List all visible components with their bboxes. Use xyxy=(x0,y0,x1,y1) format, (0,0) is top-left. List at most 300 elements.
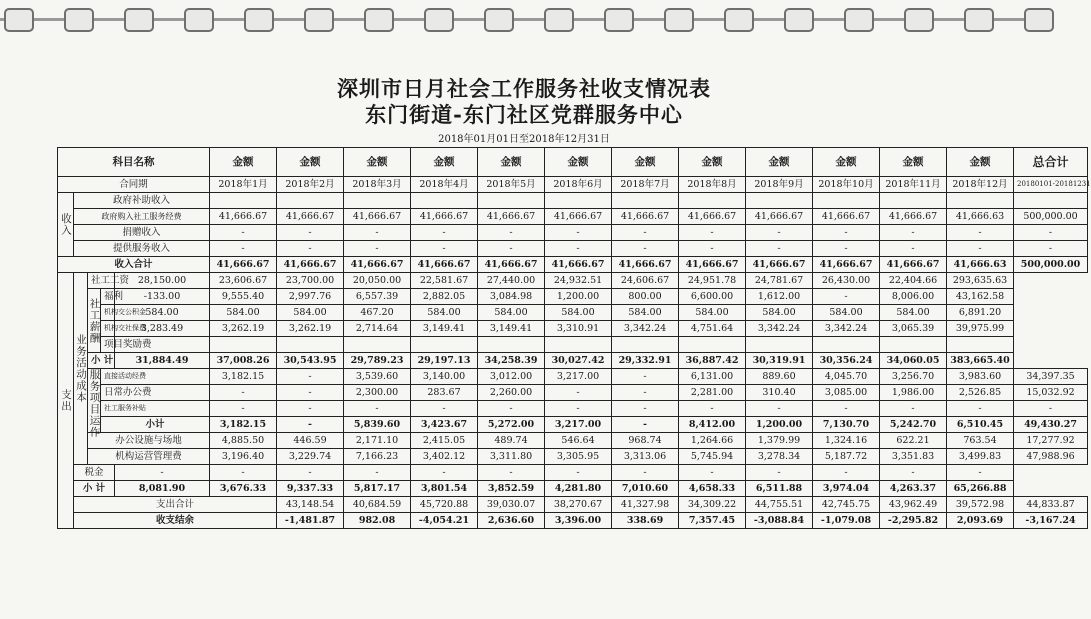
table-row xyxy=(58,273,1088,289)
binding-ring xyxy=(64,8,94,32)
amount-cell: -1,079.08 xyxy=(813,513,880,529)
amount-cell: 3,182.15 xyxy=(210,369,277,385)
amount-cell: - xyxy=(679,225,746,241)
amount-cell: 3,313.06 xyxy=(612,449,679,465)
expense-total-label: 支出合计 xyxy=(74,497,277,513)
amount-cell: 4,658.33 xyxy=(679,481,746,497)
amount-cell: 2,714.64 xyxy=(344,321,411,337)
amount-cell: - xyxy=(277,385,344,401)
total-cell: - xyxy=(1014,241,1088,257)
amount-cell: 338.69 xyxy=(612,513,679,529)
amount-cell: - xyxy=(612,385,679,401)
table-row xyxy=(58,449,1088,465)
amount-cell: 310.40 xyxy=(746,385,813,401)
amount-cell: 30,543.95 xyxy=(277,353,344,369)
amount-cell: - xyxy=(679,465,746,481)
amount-cell: - xyxy=(411,241,478,257)
document-subtitle: 东门街道-东门社区党群服务中心 xyxy=(365,102,683,127)
total-cell: 293,635.63 xyxy=(947,273,1014,289)
amount-cell: 22,581.67 xyxy=(411,273,478,289)
table-row xyxy=(58,193,1088,209)
amount-cell: 584.00 xyxy=(612,305,679,321)
total-cell: 500,000.00 xyxy=(1014,257,1088,273)
total-cell: - xyxy=(1014,225,1088,241)
amount-cell: 41,666.67 xyxy=(411,257,478,273)
amount-cell: 41,666.67 xyxy=(880,257,947,273)
amount-cell: - xyxy=(277,401,344,417)
amount-cell xyxy=(746,193,813,209)
amount-cell xyxy=(210,337,277,353)
month-cell: 2018年3月 xyxy=(344,177,411,193)
binding-ring xyxy=(784,8,814,32)
row-label: 日常办公费 xyxy=(101,385,210,401)
amount-cell: 24,781.67 xyxy=(746,273,813,289)
amount-cell: - xyxy=(679,401,746,417)
amount-cell: 40,684.59 xyxy=(344,497,411,513)
amount-cell: 39,572.98 xyxy=(947,497,1014,513)
amount-cell: 41,666.67 xyxy=(746,257,813,273)
amount-cell: - xyxy=(545,385,612,401)
amount-cell: 44,755.51 xyxy=(746,497,813,513)
month-cell: 2018年7月 xyxy=(612,177,679,193)
amount-cell: -133.00 xyxy=(115,289,210,305)
amount-cell: 8,412.00 xyxy=(679,417,746,433)
amount-cell: 23,700.00 xyxy=(277,273,344,289)
row-label: 直接活动经费 xyxy=(101,369,210,385)
amount-cell: 6,511.88 xyxy=(746,481,813,497)
amount-cell: - xyxy=(411,401,478,417)
amount-cell: 8,006.00 xyxy=(880,289,947,305)
amount-cell: 4,263.37 xyxy=(880,481,947,497)
amount-cell: 8,081.90 xyxy=(115,481,210,497)
amount-cell: 3,217.00 xyxy=(545,369,612,385)
binding-ring xyxy=(1024,8,1054,32)
amount-cell: 3,149.41 xyxy=(478,321,545,337)
amount-cell: 43,148.54 xyxy=(277,497,344,513)
amount-cell: 7,166.23 xyxy=(344,449,411,465)
amount-cell: 38,270.67 xyxy=(545,497,612,513)
amount-cell: 41,666.67 xyxy=(344,209,411,225)
amount-cell: 3,310.91 xyxy=(545,321,612,337)
amount-cell: 3,012.00 xyxy=(478,369,545,385)
amount-cell: 41,666.67 xyxy=(813,257,880,273)
amount-cell: 3,283.49 xyxy=(115,321,210,337)
amount-cell: 2,300.00 xyxy=(344,385,411,401)
amount-header: 金额 xyxy=(813,148,880,177)
amount-cell: 3,149.41 xyxy=(411,321,478,337)
amount-cell: - xyxy=(880,465,947,481)
amount-cell: - xyxy=(813,289,880,305)
amount-cell: 24,932.51 xyxy=(545,273,612,289)
amount-cell: - xyxy=(947,241,1014,257)
total-cell: 65,266.88 xyxy=(947,481,1014,497)
amount-cell: 41,666.67 xyxy=(344,257,411,273)
amount-cell: - xyxy=(880,401,947,417)
subtotal-label: 小 计 xyxy=(88,353,115,369)
table-row xyxy=(58,209,1088,225)
amount-cell: 3,351.83 xyxy=(880,449,947,465)
finance-table xyxy=(57,147,1091,529)
table-row xyxy=(58,321,1088,337)
service-group-label: 服务项目运作 xyxy=(88,369,101,438)
amount-cell xyxy=(679,337,746,353)
balance-label: 收支结余 xyxy=(74,513,277,529)
amount-cell: 3,402.12 xyxy=(411,449,478,465)
amount-cell: - xyxy=(344,401,411,417)
month-cell: 2018年1月 xyxy=(210,177,277,193)
amount-cell: - xyxy=(277,369,344,385)
amount-cell: 41,666.63 xyxy=(947,257,1014,273)
binding-ring xyxy=(844,8,874,32)
binding-ring xyxy=(544,8,574,32)
table-row xyxy=(58,497,1088,513)
month-cell: 2018年6月 xyxy=(545,177,612,193)
amount-cell: - xyxy=(411,225,478,241)
amount-cell xyxy=(880,337,947,353)
amount-cell: 3,396.00 xyxy=(545,513,612,529)
row-label: 捐赠收入 xyxy=(74,225,210,241)
amount-cell: 5,817.17 xyxy=(344,481,411,497)
amount-cell: 584.00 xyxy=(880,305,947,321)
month-cell: 2018年5月 xyxy=(478,177,545,193)
row-label: 社工工资 xyxy=(88,273,115,289)
amount-cell: 5,242.70 xyxy=(880,417,947,433)
amount-cell: 5,745.94 xyxy=(679,449,746,465)
amount-cell: 3,676.33 xyxy=(210,481,277,497)
row-label: 政府购入社工服务经费 xyxy=(74,209,210,225)
amount-cell: 3,262.19 xyxy=(277,321,344,337)
total-cell: 34,397.35 xyxy=(1014,369,1088,385)
binding-ring xyxy=(604,8,634,32)
amount-cell: 584.00 xyxy=(813,305,880,321)
amount-cell: - xyxy=(344,465,411,481)
amount-cell: 41,666.67 xyxy=(277,257,344,273)
row-label: 政府补助收入 xyxy=(74,193,210,209)
amount-cell: 982.08 xyxy=(344,513,411,529)
amount-cell: 3,423.67 xyxy=(411,417,478,433)
amount-cell: 36,887.42 xyxy=(679,353,746,369)
row-label: 机构运营管理费 xyxy=(88,449,210,465)
amount-cell: 3,852.59 xyxy=(478,481,545,497)
amount-cell: 41,666.67 xyxy=(813,209,880,225)
amount-cell: 2,415.05 xyxy=(411,433,478,449)
document-header xyxy=(0,76,1048,148)
amount-cell: 3,084.98 xyxy=(478,289,545,305)
amount-cell: - xyxy=(880,241,947,257)
amount-cell xyxy=(344,337,411,353)
amount-cell: 4,045.70 xyxy=(813,369,880,385)
amount-cell: 3,140.00 xyxy=(411,369,478,385)
amount-cell xyxy=(411,193,478,209)
amount-cell: 31,884.49 xyxy=(115,353,210,369)
binding-ring xyxy=(664,8,694,32)
amount-header: 金额 xyxy=(411,148,478,177)
table-row xyxy=(58,337,1088,353)
amount-cell: -4,054.21 xyxy=(411,513,478,529)
total-cell: 47,988.96 xyxy=(1014,449,1088,465)
binding-ring xyxy=(424,8,454,32)
binding-ring xyxy=(4,8,34,32)
amount-header: 金额 xyxy=(679,148,746,177)
amount-header: 金额 xyxy=(880,148,947,177)
amount-cell: 546.64 xyxy=(545,433,612,449)
binding-ring xyxy=(484,8,514,32)
amount-cell: 34,309.22 xyxy=(679,497,746,513)
income-group-label: 收入 xyxy=(58,193,74,257)
amount-header: 金额 xyxy=(277,148,344,177)
amount-cell: 41,666.67 xyxy=(478,257,545,273)
total-header: 总合计 xyxy=(1014,148,1088,177)
row-label: 机构交社保费 xyxy=(101,321,115,337)
amount-cell: - xyxy=(813,401,880,417)
total-cell: 500,000.00 xyxy=(1014,209,1088,225)
amount-cell: - xyxy=(746,401,813,417)
table-row xyxy=(58,353,1088,369)
amount-cell: 3,342.24 xyxy=(813,321,880,337)
amount-cell: 22,404.66 xyxy=(880,273,947,289)
amount-cell xyxy=(880,193,947,209)
amount-cell: 41,666.67 xyxy=(746,209,813,225)
expense-group-label: 支出 xyxy=(58,273,74,529)
table-row xyxy=(58,225,1088,241)
amount-cell: - xyxy=(210,241,277,257)
business-group-label: 业务活动成本 xyxy=(74,273,88,465)
amount-cell: 800.00 xyxy=(612,289,679,305)
amount-cell: 467.20 xyxy=(344,305,411,321)
amount-cell: - xyxy=(746,225,813,241)
amount-cell: 2,281.00 xyxy=(679,385,746,401)
row-label: 办公设施与场地 xyxy=(88,433,210,449)
amount-cell: - xyxy=(947,401,1014,417)
amount-cell: 41,666.67 xyxy=(277,209,344,225)
amount-cell: 763.54 xyxy=(947,433,1014,449)
amount-cell: 3,342.24 xyxy=(746,321,813,337)
amount-cell: 3,539.60 xyxy=(344,369,411,385)
month-cell: 2018年9月 xyxy=(746,177,813,193)
amount-cell xyxy=(277,193,344,209)
amount-cell: - xyxy=(746,465,813,481)
amount-cell: - xyxy=(612,401,679,417)
amount-cell: 1,200.00 xyxy=(545,289,612,305)
binding-ring xyxy=(184,8,214,32)
document-title: 深圳市日月社会工作服务社收支情况表 xyxy=(337,76,711,101)
month-cell: 2018年11月 xyxy=(880,177,947,193)
amount-cell: 3,262.19 xyxy=(210,321,277,337)
amount-cell: 41,666.67 xyxy=(679,209,746,225)
contract-total: 20180101-20181231 xyxy=(1014,177,1088,193)
amount-cell: 2,171.10 xyxy=(344,433,411,449)
amount-cell: - xyxy=(679,241,746,257)
amount-cell: 2,882.05 xyxy=(411,289,478,305)
amount-cell: 3,983.60 xyxy=(947,369,1014,385)
amount-cell: - xyxy=(880,225,947,241)
amount-cell: - xyxy=(277,417,344,433)
total-cell: - xyxy=(1014,401,1088,417)
amount-cell: - xyxy=(612,225,679,241)
amount-cell: 9,555.40 xyxy=(210,289,277,305)
table-row xyxy=(58,305,1088,321)
amount-cell: - xyxy=(411,465,478,481)
amount-cell: 4,751.64 xyxy=(679,321,746,337)
table-row xyxy=(58,241,1088,257)
table-row xyxy=(58,513,1088,529)
table-row xyxy=(58,369,1088,385)
amount-cell: 4,885.50 xyxy=(210,433,277,449)
table-row xyxy=(58,257,1088,273)
amount-cell: - xyxy=(813,241,880,257)
amount-cell: - xyxy=(478,241,545,257)
amount-header: 金额 xyxy=(210,148,277,177)
amount-cell: 489.74 xyxy=(478,433,545,449)
amount-cell: 1,612.00 xyxy=(746,289,813,305)
amount-header: 金额 xyxy=(612,148,679,177)
amount-cell: 584.00 xyxy=(478,305,545,321)
amount-cell: -2,295.82 xyxy=(880,513,947,529)
table-row xyxy=(58,177,1088,193)
amount-cell: 2,636.60 xyxy=(478,513,545,529)
amount-cell: 3,065.39 xyxy=(880,321,947,337)
amount-cell: 30,027.42 xyxy=(545,353,612,369)
amount-cell xyxy=(210,193,277,209)
amount-cell: 1,379.99 xyxy=(746,433,813,449)
amount-cell: - xyxy=(746,241,813,257)
row-label: 提供服务收入 xyxy=(74,241,210,257)
amount-cell: - xyxy=(115,465,210,481)
amount-header: 金额 xyxy=(478,148,545,177)
binding-ring xyxy=(904,8,934,32)
amount-cell: 3,499.83 xyxy=(947,449,1014,465)
total-cell xyxy=(1014,193,1088,209)
amount-cell: 3,311.80 xyxy=(478,449,545,465)
amount-cell: - xyxy=(612,369,679,385)
row-label: 机构交公积金 xyxy=(101,305,115,321)
amount-cell: 3,801.54 xyxy=(411,481,478,497)
amount-cell: 283.67 xyxy=(411,385,478,401)
table-row xyxy=(58,148,1088,177)
table-row xyxy=(58,385,1088,401)
amount-cell: 41,666.67 xyxy=(210,257,277,273)
binding-wire xyxy=(0,18,1048,21)
amount-cell: 3,278.34 xyxy=(746,449,813,465)
amount-cell: 584.00 xyxy=(115,305,210,321)
amount-cell: 29,789.23 xyxy=(344,353,411,369)
amount-cell: 7,010.60 xyxy=(612,481,679,497)
document-period: 2018年01月01日至2018年12月31日 xyxy=(438,134,610,145)
amount-cell: 584.00 xyxy=(411,305,478,321)
month-cell: 2018年10月 xyxy=(813,177,880,193)
amount-cell: 29,332.91 xyxy=(612,353,679,369)
binding-ring xyxy=(304,8,334,32)
amount-cell: - xyxy=(210,225,277,241)
amount-cell: 3,229.74 xyxy=(277,449,344,465)
amount-cell: 26,430.00 xyxy=(813,273,880,289)
amount-cell: 41,327.98 xyxy=(612,497,679,513)
amount-cell: - xyxy=(344,225,411,241)
month-cell: 2018年4月 xyxy=(411,177,478,193)
amount-cell: 7,357.45 xyxy=(679,513,746,529)
amount-cell: 3,342.24 xyxy=(612,321,679,337)
binding-ring xyxy=(964,8,994,32)
amount-cell: 889.60 xyxy=(746,369,813,385)
subtotal-label: 小 计 xyxy=(74,481,115,497)
amount-cell: 41,666.67 xyxy=(478,209,545,225)
amount-cell xyxy=(277,337,344,353)
row-label: 税金 xyxy=(74,465,115,481)
amount-cell: 41,666.67 xyxy=(679,257,746,273)
amount-cell xyxy=(545,193,612,209)
amount-cell: 3,256.70 xyxy=(880,369,947,385)
amount-cell: 1,324.16 xyxy=(813,433,880,449)
amount-cell: 9,337.33 xyxy=(277,481,344,497)
month-cell: 2018年2月 xyxy=(277,177,344,193)
amount-cell: 3,196.40 xyxy=(210,449,277,465)
amount-header: 金额 xyxy=(947,148,1014,177)
amount-cell xyxy=(478,193,545,209)
amount-cell: 43,962.49 xyxy=(880,497,947,513)
table-row xyxy=(58,401,1088,417)
amount-cell: - xyxy=(545,465,612,481)
amount-cell: -3,088.84 xyxy=(746,513,813,529)
total-cell: 49,430.27 xyxy=(1014,417,1088,433)
subtotal-label: 小计 xyxy=(101,417,210,433)
table-row xyxy=(58,289,1088,305)
amount-cell xyxy=(947,193,1014,209)
amount-cell: 6,131.00 xyxy=(679,369,746,385)
amount-cell: 27,440.00 xyxy=(478,273,545,289)
amount-cell: 41,666.67 xyxy=(545,257,612,273)
amount-cell: - xyxy=(612,241,679,257)
amount-cell: - xyxy=(612,465,679,481)
amount-cell: 7,130.70 xyxy=(813,417,880,433)
total-cell: 15,032.92 xyxy=(1014,385,1088,401)
total-cell: 43,162.58 xyxy=(947,289,1014,305)
amount-cell xyxy=(746,337,813,353)
amount-cell: - xyxy=(545,241,612,257)
table-row xyxy=(58,417,1088,433)
amount-cell: 584.00 xyxy=(277,305,344,321)
row-label: 社工服务补贴 xyxy=(101,401,210,417)
amount-header: 金额 xyxy=(344,148,411,177)
amount-cell: 2,526.85 xyxy=(947,385,1014,401)
amount-cell: 1,986.00 xyxy=(880,385,947,401)
spiral-binding xyxy=(0,0,1048,38)
amount-cell: 584.00 xyxy=(210,305,277,321)
amount-cell xyxy=(813,337,880,353)
amount-cell: -3,167.24 xyxy=(1014,513,1088,529)
amount-cell: 5,272.00 xyxy=(478,417,545,433)
amount-cell: - xyxy=(478,225,545,241)
row-label: 项目奖励费 xyxy=(101,337,115,353)
amount-cell: 28,150.00 xyxy=(115,273,210,289)
amount-cell xyxy=(612,193,679,209)
total-cell: 6,891.20 xyxy=(947,305,1014,321)
amount-header: 金额 xyxy=(746,148,813,177)
amount-cell: 30,356.24 xyxy=(813,353,880,369)
amount-cell: 584.00 xyxy=(545,305,612,321)
amount-cell: 6,557.39 xyxy=(344,289,411,305)
amount-cell: - xyxy=(277,241,344,257)
amount-cell xyxy=(612,337,679,353)
amount-cell: - xyxy=(813,465,880,481)
amount-cell: 37,008.26 xyxy=(210,353,277,369)
amount-cell: - xyxy=(478,465,545,481)
amount-cell: 622.21 xyxy=(880,433,947,449)
amount-cell: 3,182.15 xyxy=(210,417,277,433)
binding-ring xyxy=(364,8,394,32)
amount-cell: - xyxy=(277,225,344,241)
amount-cell: 41,666.67 xyxy=(210,209,277,225)
amount-cell: 44,833.87 xyxy=(1014,497,1088,513)
